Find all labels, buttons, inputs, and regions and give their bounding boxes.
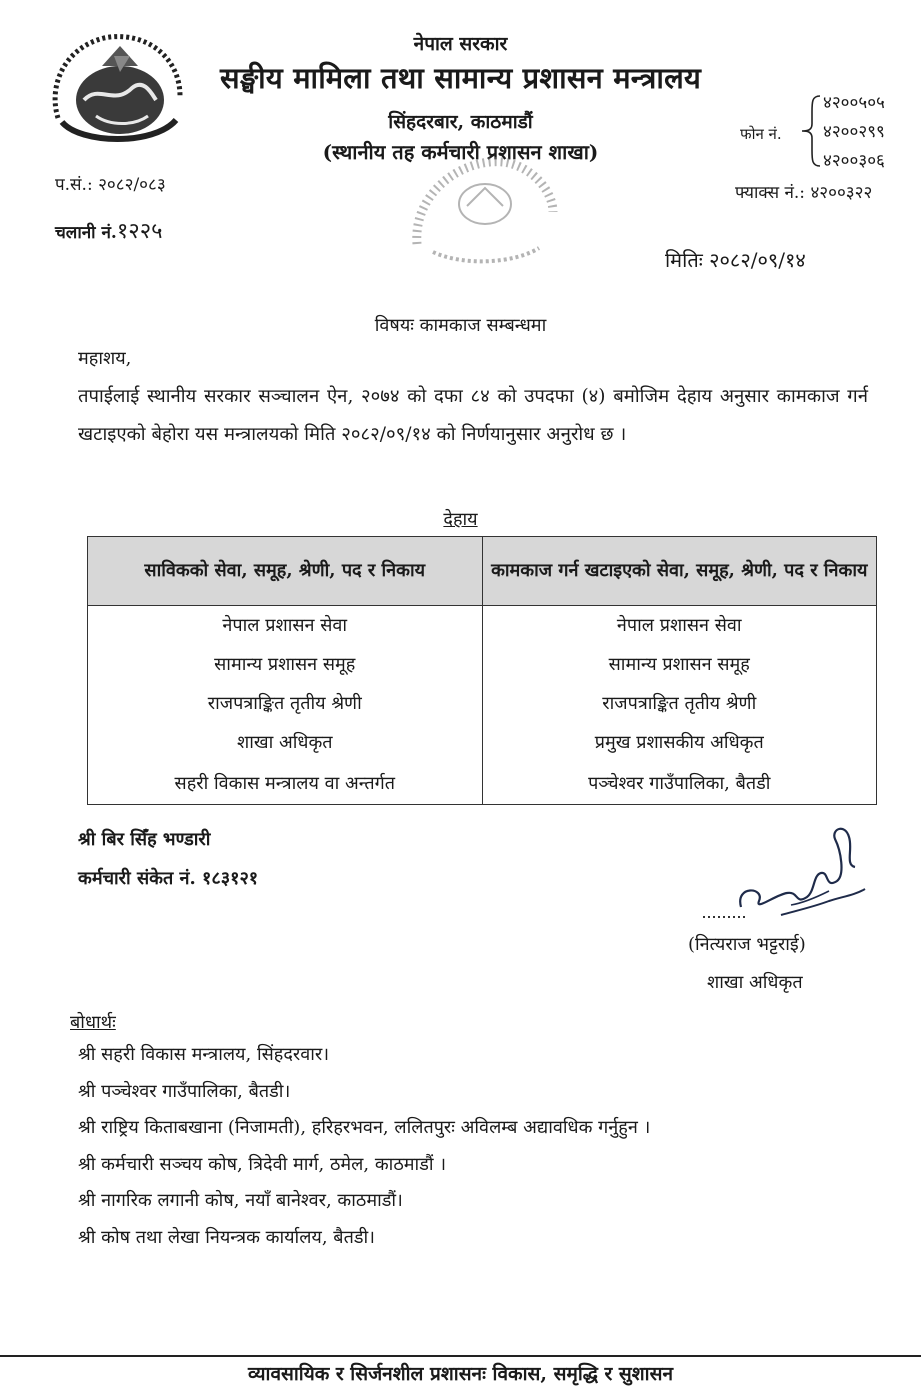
dispatch-label: चलानी नं. — [55, 223, 117, 243]
reference-number: प.सं.: २०८२/०८३ — [55, 175, 166, 195]
letter-body: तपाईलाई स्थानीय सरकार सञ्चालन ऐन, २०७४ को दफा ८४ को उपदफा (४) बमोजिम देहाय अनुसार कामकाज गर्न खटाइएको बेहोरा यस मन्त्रालयको मिति २०८२/०९/१४ को निर्णयानुसार अनुरोध छ । — [78, 386, 868, 445]
letter-date: मितिः २०८२/०९/१४ — [665, 248, 806, 272]
list-item: श्री सहरी विकास मन्त्रालय, सिंहदरवार। — [78, 1044, 330, 1065]
branch-name: (स्थानीय तह कर्मचारी प्रशासन शाखा) — [322, 140, 599, 164]
table-header-row — [88, 537, 877, 606]
table-cell: नेपाल प्रशासन सेवा — [482, 606, 877, 646]
footer-divider — [0, 1355, 921, 1357]
table-row — [88, 723, 877, 762]
table-cell: प्रमुख प्रशासकीय अधिकृत — [482, 723, 877, 762]
table-row — [88, 762, 877, 805]
phone-number: ४२००३०६ — [823, 151, 885, 171]
signatory-name: (नित्यराज भट्टराई) — [688, 934, 806, 955]
table-cell: राजपत्राङ्कित तृतीय श्रेणी — [88, 684, 483, 723]
signatory-title: शाखा अधिकृत — [707, 972, 803, 993]
dispatch-number — [55, 215, 163, 245]
column-header-previous: साविकको सेवा, समूह, श्रेणी, पद र निकाय — [88, 537, 483, 606]
list-item: श्री कर्मचारी सञ्चय कोष, त्रिदेवी मार्ग, ठमेल, काठमाडौं । — [78, 1153, 447, 1175]
government-name: नेपाल सरकार — [413, 33, 508, 55]
footer-motto: व्यावसायिक र सिर्जनशील प्रशासनः विकास, समृद्धि र सुशासन — [248, 1363, 673, 1385]
table-cell: सहरी विकास मन्त्रालय वा अन्तर्गत — [88, 762, 483, 805]
employee-code: कर्मचारी संकेत नं. १८३१२१ — [78, 868, 259, 889]
phone-number: ४२००५०५ — [823, 93, 885, 113]
brace-icon — [800, 92, 822, 170]
list-item: श्री कोष तथा लेखा नियन्त्रक कार्यालय, बैतडी। — [78, 1226, 375, 1248]
fax-number: फ्याक्स नं.: ४२००३२२ — [735, 183, 873, 203]
dispatch-value: १२२५ — [116, 219, 163, 244]
table-row — [88, 645, 877, 684]
list-item: श्री नागरिक लगानी कोष, नयाँ बानेश्वर, काठमाडौं। — [78, 1190, 403, 1211]
list-item: श्री राष्ट्रिय किताबखाना (निजामती), हरिहरभवन, ललितपुरः अविलम्ब अद्यावधिक गर्नुहुन । — [78, 1117, 651, 1138]
copy-to-list — [78, 1040, 650, 1259]
ministry-address: सिंहदरबार, काठमाडौं — [388, 111, 533, 133]
assignment-table — [87, 536, 877, 805]
salutation: महाशय, — [78, 348, 132, 369]
recipient-name: श्री बिर सिँह भण्डारी — [78, 829, 211, 850]
table-caption: देहाय — [443, 509, 478, 530]
table-cell: नेपाल प्रशासन सेवा — [88, 606, 483, 646]
office-stamp-icon — [403, 152, 563, 272]
table-row — [88, 684, 877, 723]
copy-to-heading: बोधार्थः — [70, 1012, 116, 1033]
table-row — [88, 606, 877, 646]
ministry-name: सङ्घीय मामिला तथा सामान्य प्रशासन मन्त्रालय — [220, 61, 701, 95]
column-header-assigned: कामकाज गर्न खटाइएको सेवा, समूह, श्रेणी, पद र निकाय — [482, 537, 877, 606]
table-cell: सामान्य प्रशासन समूह — [88, 645, 483, 684]
table-cell: पञ्चेश्वर गाउँपालिका, बैतडी — [482, 762, 877, 805]
signature-icon — [695, 815, 875, 930]
list-item: श्री पञ्चेश्वर गाउँपालिका, बैतडी। — [78, 1080, 291, 1102]
table-cell: राजपत्राङ्कित तृतीय श्रेणी — [482, 684, 877, 723]
letter-subject: विषयः कामकाज सम्बन्धमा — [374, 315, 547, 336]
table-cell: सामान्य प्रशासन समूह — [482, 645, 877, 684]
phone-label: फोन नं. — [740, 125, 782, 143]
phone-number: ४२००२९९ — [823, 122, 885, 142]
table-cell: शाखा अधिकृत — [88, 723, 483, 762]
